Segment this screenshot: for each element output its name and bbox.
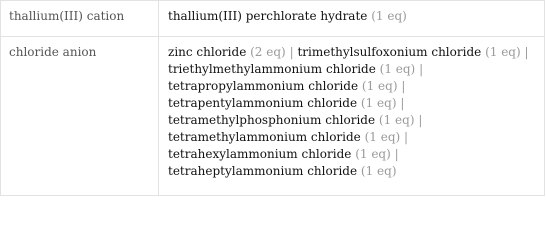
- equivalents-label: (1 eq): [361, 79, 398, 93]
- compound-name: thallium(III) perchlorate hydrate: [168, 9, 368, 23]
- row-label: chloride anion: [1, 37, 159, 196]
- equivalents-label: (1 eq): [371, 9, 407, 23]
- table-row-anion: [1, 37, 545, 196]
- equivalents-label: (1 eq): [360, 96, 397, 110]
- compound-name: tetrapentylammonium chloride: [168, 96, 358, 110]
- compound-name: trimethylsulfoxonium chloride: [297, 45, 482, 59]
- list-separator: |: [419, 62, 424, 76]
- list-separator: |: [400, 96, 405, 110]
- equivalents-label: (1 eq): [355, 147, 391, 161]
- list-separator: |: [404, 130, 409, 144]
- list-separator: |: [401, 79, 406, 93]
- compound-name: tetraheptylammonium chloride: [168, 164, 358, 178]
- compound-name: tetrahexylammonium chloride: [168, 147, 352, 161]
- compound-name: tetrapropylammonium chloride: [168, 79, 359, 93]
- compound-name: tetramethylphosphonium chloride: [168, 113, 376, 127]
- list-separator: |: [524, 45, 529, 59]
- list-separator: |: [418, 113, 423, 127]
- equivalents-label: (2 eq): [250, 45, 286, 59]
- equivalents-label: (1 eq): [485, 45, 521, 59]
- row-label: thallium(III) cation: [1, 1, 159, 37]
- equivalents-label: (1 eq): [360, 164, 397, 178]
- list-separator: |: [394, 147, 399, 161]
- compound-name: tetramethylammonium chloride: [168, 130, 361, 144]
- compound-name: triethylmethylammonium chloride: [168, 62, 376, 76]
- compound-name: zinc chloride: [168, 45, 247, 59]
- list-separator: |: [289, 45, 294, 59]
- table-row-cation: [1, 1, 545, 37]
- equivalents-label: (1 eq): [379, 62, 416, 76]
- row-value: [159, 1, 545, 37]
- row-value: [159, 37, 545, 196]
- equivalents-label: (1 eq): [364, 130, 401, 144]
- equivalents-label: (1 eq): [378, 113, 415, 127]
